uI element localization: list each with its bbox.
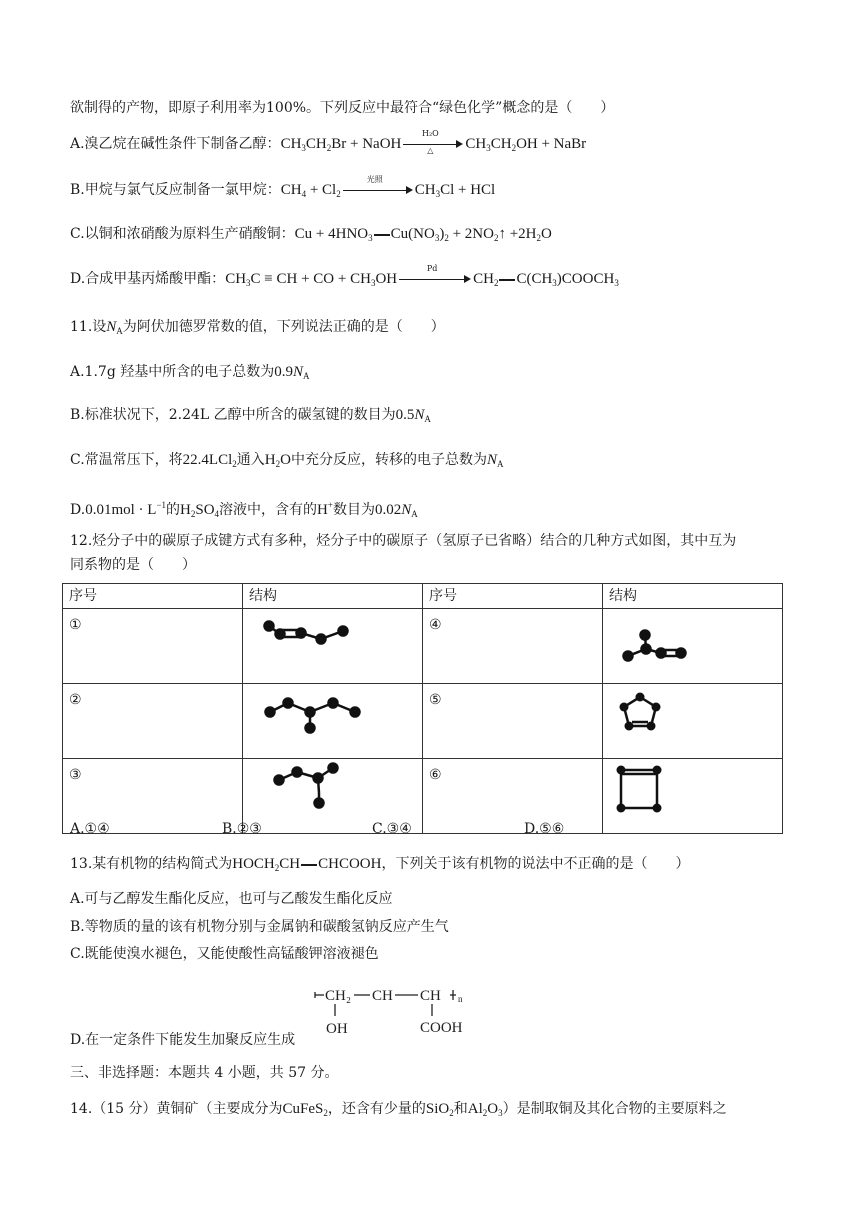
header-cell: 结构 — [603, 584, 783, 609]
carbon-skeleton-3-diagram — [243, 759, 421, 825]
header-cell: 序号 — [423, 584, 603, 609]
intro-line — [70, 99, 614, 117]
q11-d-text-b: 的 — [166, 502, 181, 518]
table-row — [63, 684, 783, 759]
q10-option-d — [70, 264, 619, 292]
polymer-cooh: COOH — [420, 1020, 463, 1036]
q10-c-equation: $Cu + 4HNO_3$ $Cu(NO_3)_2$ + $2NO_2↑ +2H_2O$ — [294, 226, 552, 243]
arrow-condition-top: 光照 — [366, 175, 383, 184]
structure-table — [62, 583, 783, 834]
q14-stem — [70, 1100, 727, 1122]
q10-b-label: B.甲烷与氯气反应制备一氯甲烷： — [70, 182, 281, 198]
q10-d-products: $CH_2$ $C(CH_3)COOCH_3$ — [473, 271, 619, 288]
polymer-ch2: CH₂ — [325, 988, 352, 1004]
q10-a-products: $CH_3CH_2OH$ + NaBr — [465, 136, 587, 153]
row-number: ① — [63, 609, 243, 684]
q10-d-reactants: $CH_3C$ ≡ CH + CO + $CH_3OH$ — [225, 271, 398, 288]
q13-option-a — [70, 890, 393, 908]
q11-d-text-d: 数目为 — [332, 502, 375, 518]
structure-cell — [243, 609, 423, 684]
q14-formula-1: CuFeS$_2$ — [282, 1101, 328, 1118]
q11-option-c — [70, 451, 503, 473]
q10-c-label: C.以铜和浓硝酸为原料生产硝酸铜： — [70, 226, 295, 242]
q13-stem-b: ，下列关于该有机物的说法中不正确的是（ ） — [381, 856, 690, 872]
q13-formula: $HOCH_2CH$ CHCOOH — [232, 856, 382, 873]
q11-d-ion: H+ — [317, 500, 333, 518]
q14-text-c: 和 — [453, 1101, 468, 1117]
q14-text-b: ，还含有少量的 — [327, 1101, 426, 1117]
carbon-skeleton-6-diagram — [603, 759, 781, 825]
q12-stem-line2 — [70, 556, 196, 574]
polymer-structure — [312, 986, 492, 1038]
q11-b-text: B.标准状况下，2.24L 乙醇中所含的碳氢键的数目为 — [70, 407, 396, 423]
q13-option-b — [70, 918, 449, 936]
q10-option-a — [70, 129, 587, 157]
row-number: ③ — [63, 759, 243, 834]
carbon-skeleton-5-diagram — [603, 684, 781, 750]
polymer-ch-1: CH — [372, 988, 393, 1004]
q11-option-b — [70, 406, 431, 428]
row-number: ② — [63, 684, 243, 759]
polymer-ch-2: CH — [420, 988, 441, 1004]
q13-option-d — [70, 1031, 295, 1049]
q11-option-a — [70, 363, 310, 385]
carbon-skeleton-2-diagram — [243, 684, 421, 750]
q13-stem — [70, 855, 689, 877]
q10-b-products: $CH_3Cl$ + HCl — [414, 182, 496, 199]
q10-option-b — [70, 175, 496, 203]
row-number: ⑥ — [423, 759, 603, 834]
avogadro-symbol: $N_A$ — [486, 452, 504, 469]
intro-text: 欲制得的产物，即原子利用率为100%。下列反应中最符合“绿色化学”概念的是（ ） — [70, 100, 615, 116]
row-number: ⑤ — [423, 684, 603, 759]
structure-cell — [603, 759, 783, 834]
q11-b-value: 0.5 — [395, 407, 415, 423]
q10-a-label: A.溴乙烷在碱性条件下制备乙醇： — [70, 136, 281, 152]
structure-cell — [603, 684, 783, 759]
q11-c-formula-2: $H_2O$ — [264, 452, 291, 469]
table-row — [63, 609, 783, 684]
arrow-condition-top: Pd — [426, 264, 438, 273]
q12-stem-text-2: 同系物的是（ ） — [70, 557, 196, 573]
q13-option-c — [70, 945, 379, 963]
q12-option-b: B.②③ — [222, 821, 262, 837]
q11-d-concentration: $0.01mol \cdot L^{-1}$ — [85, 500, 167, 518]
q11-d-value: 0.02 — [374, 502, 402, 518]
header-cell: 结构 — [243, 584, 423, 609]
q13-stem-a: 13.某有机物的结构简式为 — [70, 856, 233, 872]
q11-d-text-c: 溶液中，含有的 — [219, 502, 318, 518]
arrow-condition-bottom: △ — [427, 146, 434, 155]
avogadro-symbol: $N_A$ — [106, 319, 123, 336]
q11-c-formula-1: 22.4LCl$_2$ — [182, 452, 237, 469]
q12-stem-text-1: 12.烃分子中的碳原子成键方式有多种，烃分子中的碳原子（氢原子已省略）结合的几种方式如图，其中互为 — [70, 533, 737, 549]
q12-option-c: C.③④ — [372, 821, 412, 837]
polymer-oh: OH — [326, 1021, 348, 1037]
table-header-row — [63, 584, 783, 609]
carbon-skeleton-4-diagram — [603, 609, 781, 675]
table-row — [63, 759, 783, 834]
row-number: ④ — [423, 609, 603, 684]
section-3-text: 三、非选择题：本题共 4 小题，共 57 分。 — [70, 1065, 339, 1081]
carbon-skeleton-1-diagram — [243, 609, 421, 675]
q11-option-d — [70, 496, 418, 523]
header-cell: 序号 — [63, 584, 243, 609]
structure-cell — [243, 684, 423, 759]
q10-d-label: D.合成甲基丙烯酸甲酯： — [70, 271, 226, 287]
q11-stem-b: 为阿伏加德罗常数的值，下列说法正确的是（ ） — [122, 319, 445, 335]
section-heading — [70, 1064, 339, 1082]
q13-c-text: C.既能使溴水褪色，又能使酸性高锰酸钾溶液褪色 — [70, 946, 379, 962]
q10-a-reactants: $CH_3CH_2Br$ + NaOH — [280, 136, 402, 153]
q12-option-d: D.⑤⑥ — [524, 821, 565, 837]
q11-c-text-c: 中充分反应，转移的电子总数为 — [290, 452, 487, 468]
reaction-arrow — [403, 129, 463, 155]
avogadro-symbol: $N_A$ — [401, 502, 418, 519]
q13-b-text: B.等物质的量的该有机物分别与金属钠和碳酸氢钠反应产生气 — [70, 919, 449, 935]
q12-stem-line1 — [70, 532, 736, 550]
q11-c-text-b: 通入 — [236, 452, 265, 468]
q14-formula-3: $Al_2O_3$ — [467, 1101, 503, 1118]
avogadro-symbol: $N_A$ — [293, 364, 310, 381]
q11-stem — [70, 318, 445, 340]
q11-d-text-a: D. — [70, 502, 86, 518]
q14-formula-2: SiO$_2$ — [425, 1101, 454, 1118]
q13-d-text: D.在一定条件下能发生加聚反应生成 — [70, 1032, 296, 1048]
q12-option-a: A.①④ — [70, 821, 110, 837]
arrow-condition-top: H₂O — [422, 129, 439, 138]
q10-b-reactants: $CH_4 + Cl_2$ — [280, 182, 341, 199]
reaction-arrow — [343, 175, 413, 197]
q11-a-text: A.1.7g 羟基中所含的电子总数为 — [70, 364, 275, 380]
structure-cell — [603, 609, 783, 684]
q11-stem-a: 11.设 — [70, 319, 107, 335]
q11-c-text-a: C.常温常压下，将 — [70, 452, 183, 468]
q10-option-c — [70, 225, 552, 247]
q13-a-text: A.可与乙醇发生酯化反应，也可与乙酸发生酯化反应 — [70, 891, 393, 907]
q14-text-a: 14.（15 分）黄铜矿（主要成分为 — [70, 1101, 283, 1117]
q14-text-d: ）是制取铜及其化合物的主要原料之 — [502, 1101, 727, 1117]
q11-d-formula: $H_2SO_4$ — [180, 502, 220, 519]
polymer-n: n — [458, 994, 463, 1004]
q11-a-value: 0.9 — [274, 364, 293, 380]
avogadro-symbol: $N_A$ — [414, 407, 431, 424]
reaction-arrow — [399, 264, 471, 286]
